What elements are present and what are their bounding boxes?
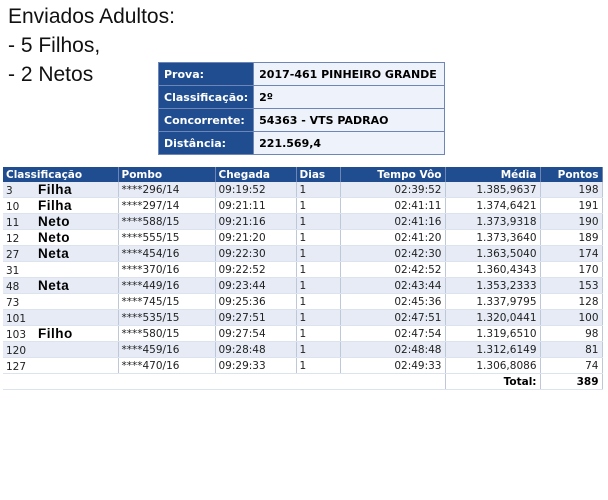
col-header-tempo-voo[interactable]: Tempo Vôo <box>340 167 445 182</box>
table-row <box>3 230 602 246</box>
cell-pombo: ****580/15 <box>118 326 215 342</box>
cell-media: 1.312,6149 <box>445 342 540 358</box>
cell-pombo: ****459/16 <box>118 342 215 358</box>
cell-pombo: ****454/16 <box>118 246 215 262</box>
cell-chegada: 09:19:52 <box>215 182 296 198</box>
cell-dias: 1 <box>296 198 340 214</box>
cell-pontos: 98 <box>540 326 602 342</box>
info-row-prova <box>159 63 445 86</box>
cell-dias: 1 <box>296 342 340 358</box>
relationship-label: Filho <box>38 326 73 341</box>
position-number: 11 <box>6 217 20 229</box>
position-number: 73 <box>6 297 20 309</box>
cell-classificacao <box>3 198 118 214</box>
cell-classificacao <box>3 342 118 358</box>
cell-chegada: 09:21:20 <box>215 230 296 246</box>
position-number: 103 <box>6 329 27 341</box>
cell-media: 1.306,8086 <box>445 358 540 374</box>
table-row <box>3 198 602 214</box>
total-spacer <box>3 374 445 390</box>
cell-pombo: ****449/16 <box>118 278 215 294</box>
table-row <box>3 262 602 278</box>
cell-classificacao <box>3 246 118 262</box>
info-value: 2017-461 PINHEIRO GRANDE <box>254 63 445 86</box>
table-row <box>3 278 602 294</box>
cell-media: 1.320,0441 <box>445 310 540 326</box>
table-row <box>3 294 602 310</box>
info-row-concorrente <box>159 109 445 132</box>
position-number: 120 <box>6 345 27 357</box>
total-row <box>3 374 602 390</box>
cell-dias: 1 <box>296 326 340 342</box>
cell-chegada: 09:27:54 <box>215 326 296 342</box>
col-header-chegada[interactable]: Chegada <box>215 167 296 182</box>
cell-pombo: ****370/16 <box>118 262 215 278</box>
cell-pontos: 170 <box>540 262 602 278</box>
cell-dias: 1 <box>296 230 340 246</box>
cell-pombo: ****555/15 <box>118 230 215 246</box>
col-header-media[interactable]: Média <box>445 167 540 182</box>
col-header-pontos[interactable]: Pontos <box>540 167 602 182</box>
cell-media: 1.374,6421 <box>445 198 540 214</box>
cell-tempo-voo: 02:48:48 <box>340 342 445 358</box>
position-number: 48 <box>6 281 20 293</box>
relationship-label: Filha <box>38 198 73 213</box>
cell-media: 1.337,9795 <box>445 294 540 310</box>
cell-tempo-voo: 02:49:33 <box>340 358 445 374</box>
cell-tempo-voo: 02:47:51 <box>340 310 445 326</box>
cell-chegada: 09:22:30 <box>215 246 296 262</box>
cell-tempo-voo: 02:41:11 <box>340 198 445 214</box>
cell-tempo-voo: 02:45:36 <box>340 294 445 310</box>
relationship-label: Neto <box>38 230 70 245</box>
cell-tempo-voo: 02:41:20 <box>340 230 445 246</box>
total-label: Total: <box>445 374 540 390</box>
cell-pontos: 190 <box>540 214 602 230</box>
cell-chegada: 09:21:16 <box>215 214 296 230</box>
cell-tempo-voo: 02:43:44 <box>340 278 445 294</box>
heading-line-2: - 5 Filhos, <box>8 34 101 57</box>
cell-dias: 1 <box>296 294 340 310</box>
heading-line-3: - 2 Netos <box>8 63 94 86</box>
table-row <box>3 326 602 342</box>
relationship-label: Neto <box>38 214 70 229</box>
table-row <box>3 214 602 230</box>
total-value: 389 <box>540 374 602 390</box>
cell-chegada: 09:22:52 <box>215 262 296 278</box>
cell-dias: 1 <box>296 262 340 278</box>
cell-media: 1.360,4343 <box>445 262 540 278</box>
table-header-row <box>3 167 602 182</box>
cell-pombo: ****588/15 <box>118 214 215 230</box>
cell-pontos: 100 <box>540 310 602 326</box>
table-row <box>3 310 602 326</box>
cell-pontos: 174 <box>540 246 602 262</box>
cell-pontos: 81 <box>540 342 602 358</box>
cell-pontos: 191 <box>540 198 602 214</box>
cell-chegada: 09:27:51 <box>215 310 296 326</box>
cell-tempo-voo: 02:42:52 <box>340 262 445 278</box>
cell-chegada: 09:28:48 <box>215 342 296 358</box>
info-value: 54363 - VTS PADRAO <box>254 109 445 132</box>
cell-pontos: 153 <box>540 278 602 294</box>
table-row <box>3 182 602 198</box>
position-number: 10 <box>6 201 20 213</box>
cell-chegada: 09:23:44 <box>215 278 296 294</box>
cell-media: 1.319,6510 <box>445 326 540 342</box>
position-number: 3 <box>6 185 13 197</box>
relationship-label: Filha <box>38 182 73 197</box>
position-number: 12 <box>6 233 20 245</box>
cell-dias: 1 <box>296 214 340 230</box>
col-header-dias[interactable]: Dias <box>296 167 340 182</box>
cell-pombo: ****296/14 <box>118 182 215 198</box>
heading-line-1: Enviados Adultos: <box>8 5 175 28</box>
table-row <box>3 246 602 262</box>
race-info-table <box>158 62 445 155</box>
cell-pontos: 189 <box>540 230 602 246</box>
col-header-classificacao[interactable]: Classificação <box>3 167 118 182</box>
cell-pombo: ****535/15 <box>118 310 215 326</box>
cell-classificacao <box>3 182 118 198</box>
info-value: 2º <box>254 86 445 109</box>
cell-tempo-voo: 02:41:16 <box>340 214 445 230</box>
cell-media: 1.385,9637 <box>445 182 540 198</box>
cell-pombo: ****470/16 <box>118 358 215 374</box>
position-number: 127 <box>6 361 27 373</box>
table-row <box>3 342 602 358</box>
cell-classificacao <box>3 214 118 230</box>
cell-classificacao <box>3 278 118 294</box>
cell-pombo: ****297/14 <box>118 198 215 214</box>
info-label: Prova: <box>159 63 254 86</box>
info-row-classificacao <box>159 86 445 109</box>
info-label: Distância: <box>159 132 254 155</box>
cell-chegada: 09:29:33 <box>215 358 296 374</box>
table-row <box>3 358 602 374</box>
cell-dias: 1 <box>296 246 340 262</box>
position-number: 101 <box>6 313 27 325</box>
cell-classificacao <box>3 326 118 342</box>
col-header-pombo[interactable]: Pombo <box>118 167 215 182</box>
cell-pombo: ****745/15 <box>118 294 215 310</box>
cell-dias: 1 <box>296 278 340 294</box>
cell-pontos: 74 <box>540 358 602 374</box>
position-number: 31 <box>6 265 20 277</box>
cell-dias: 1 <box>296 358 340 374</box>
cell-classificacao <box>3 262 118 278</box>
cell-tempo-voo: 02:42:30 <box>340 246 445 262</box>
cell-media: 1.373,3640 <box>445 230 540 246</box>
relationship-label: Neta <box>38 246 70 261</box>
cell-classificacao <box>3 294 118 310</box>
cell-media: 1.373,9318 <box>445 214 540 230</box>
cell-tempo-voo: 02:39:52 <box>340 182 445 198</box>
cell-pontos: 128 <box>540 294 602 310</box>
cell-classificacao <box>3 310 118 326</box>
relationship-label: Neta <box>38 278 70 293</box>
info-row-distancia <box>159 132 445 155</box>
position-number: 27 <box>6 249 20 261</box>
info-label: Classificação: <box>159 86 254 109</box>
cell-dias: 1 <box>296 310 340 326</box>
cell-classificacao <box>3 358 118 374</box>
info-label: Concorrente: <box>159 109 254 132</box>
cell-media: 1.353,2333 <box>445 278 540 294</box>
cell-tempo-voo: 02:47:54 <box>340 326 445 342</box>
cell-media: 1.363,5040 <box>445 246 540 262</box>
results-table <box>3 167 603 390</box>
cell-classificacao <box>3 230 118 246</box>
cell-pontos: 198 <box>540 182 602 198</box>
cell-dias: 1 <box>296 182 340 198</box>
cell-chegada: 09:25:36 <box>215 294 296 310</box>
info-value: 221.569,4 <box>254 132 445 155</box>
cell-chegada: 09:21:11 <box>215 198 296 214</box>
